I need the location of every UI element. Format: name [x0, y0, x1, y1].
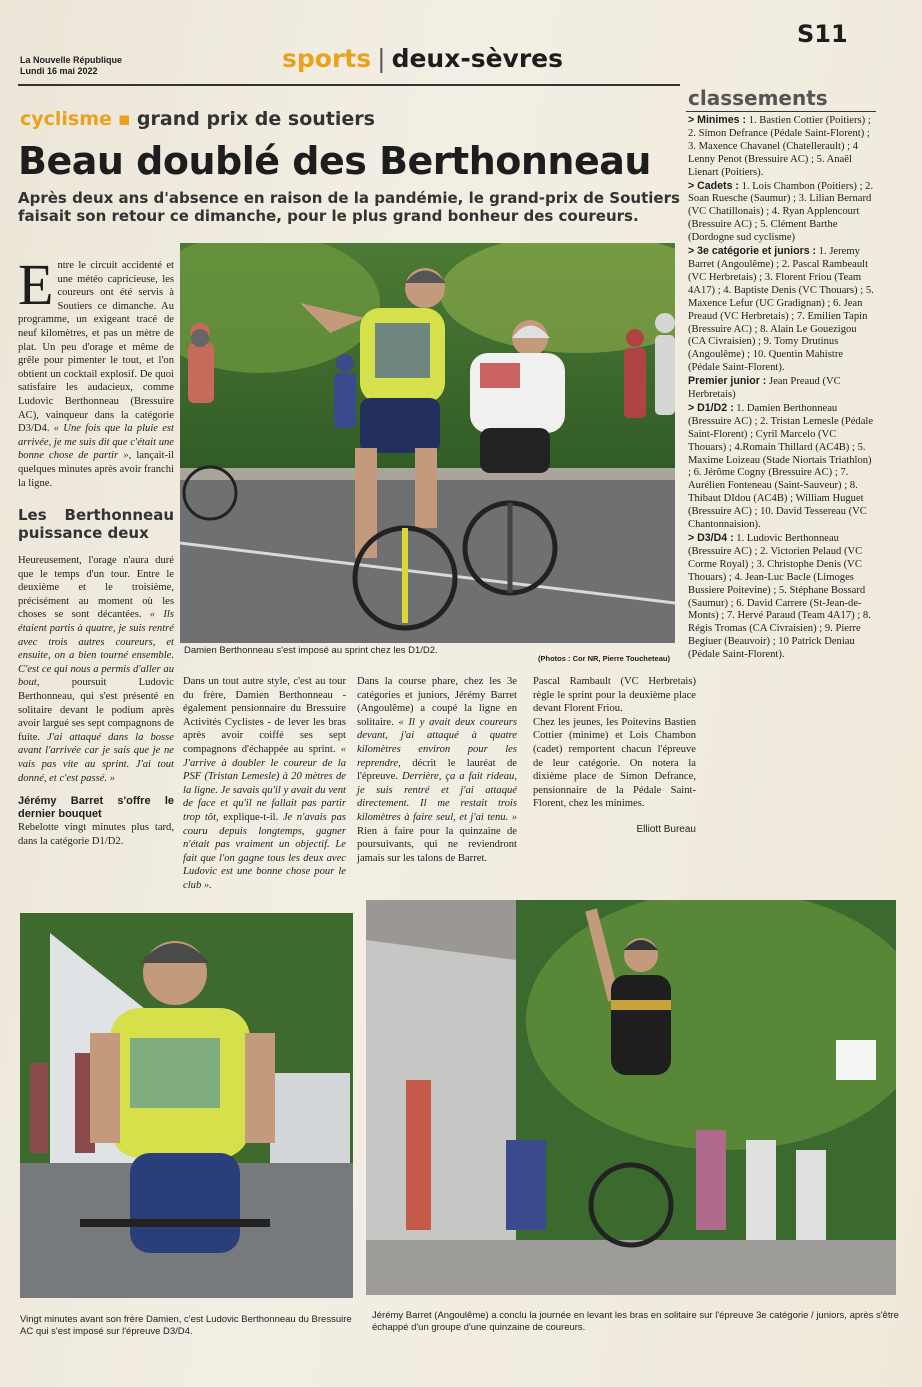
article-column-4 [533, 675, 696, 837]
col1-paragraph-1-end: , lançait-il quelques minutes après avoir franchi la ligne. [18, 450, 174, 489]
page-number: S11 [797, 20, 848, 48]
col1-quote-3: J'ai attaqué dans la bosse avant l'arrivée car je sais que je ne vais pas vite au sprint. J'ai tout donné, et c'est passé. » [18, 731, 174, 784]
minimes-label: > Minimes : [688, 114, 746, 126]
article-column-1 [18, 252, 174, 848]
subhead-berthonneau: Les Berthonneau puissance deux [18, 506, 174, 543]
cat3-results: 1. Jeremy Barret (Angoulême) ; 2. Pascal Rambeault (VC Herbretais) ; 3. Florent Friou (Team 4A17) ; 4. Baptiste Denis (VC Thouars) ; 5. Maxence Lefur (UC Gradignan) ; 6. Jean Preaud (VC Herbretais) ; 7. Emilien Tapin (Bressuire AC) ; 8. Alain Le Gouezigou (CA Civraisien) ; 9. Tomy Drutinus (Angoulême) ; 10. Quentin Mahistre (Pédale Saint-Florent). [688, 246, 874, 374]
col1-quote-2: « Ils étaient partis à quatre, je suis rentré avec trois autres coureurs, et ensuite, on a bien tourné ensemble. C'est ce qui nous a permis d'aller au bout [18, 609, 174, 689]
d1-results: 1. Damien Berthonneau (Bressuire AC) ; 2. Tristan Lemesle (Pédale Saint-Florent) ; Cyril Marcelo (VC Thouars) ; 4.Romain Thillard (AC4B) ; 5. Maxime Loizeau (Stade Niortais Triathlon) ; 6. Jérôme Cogny (Bressuire AC) ; 7. Aurélien Fonteneau (Saint-Sauveur) ; 8. Thibaut DIdou (AC4B) ; William Huguet (Bressuire AC) ; 10. David Tessereau (VC Chantonnaision). [688, 402, 874, 531]
premier-junior-label: Premier junior : [688, 375, 767, 388]
bottom-right-caption: Jérémy Barret (Angoulême) a conclu la journée en levant les bras en solitaire sur l'épreuve 3e catégorie / juniors, après s'être échappé d'un groupe d'une quinzaine de coureurs. [372, 1310, 899, 1333]
kicker-bullet: ▪ [117, 108, 131, 130]
main-photo-image [180, 243, 675, 643]
classements-box [688, 114, 876, 662]
headline: Beau doublé des Berthonneau [18, 139, 651, 183]
cat3-label: > 3e catégorie et juniors : [688, 245, 817, 258]
col1-quote-1: « Une fois que la pluie est arrivée, je me suis dit que c'était une bonne chose de partir » [18, 423, 174, 462]
section-primary: sports [282, 44, 372, 73]
col1-paragraph-2-mid: , poursuit Ludovic Berthonneau, qui s'est présenté en solitaire devant le podium après avoir largué ses sept compagnons de fuite. [18, 677, 174, 743]
bottom-right-photo-image [366, 900, 896, 1295]
col2-paragraph-2-end: Rien à faire pour la quinzaine de poursuivants, qui ne reviendront jamais sur les talons de Barret. [357, 825, 517, 864]
section-title [282, 44, 563, 73]
col2-quote-2: Je n'avais pas couru depuis longtemps, gagner n'était pas vraiment un objectif. Le fait que l'on gagne tous les deux avec Ludovic est une bonne chose pour le club ». [183, 811, 347, 891]
col2-paragraph-1: Dans un tout autre style, c'est au tour du frère, Damien Berthonneau - également pensionnaire du Bressuire Activités Cyclistes - de lever les bras après avoir coiffé ses sept compagnons d'échappée au sprint. [183, 676, 346, 755]
photo-credit: (Photos : Cor NR, Pierre Toucheteau) [538, 654, 670, 663]
col2-quote-1: « J'arrive à doubler le coureur de la PSF (Tristan Lemesle) à 20 mètres de la ligne. Je savais qu'il y avait du vent de face et qu'il ne fallait pas partir trop tôt, [183, 743, 346, 823]
classements-rule [686, 111, 876, 112]
minimes-results: 1. Bastien Cottier (Poitiers) ; 2. Simon Defrance (Pédale Saint-Florent) ; 3. Maxence Chavanel (Chatellerault) ; 4 Lenny Penot (Bressuire AC) ; 5. Anaël Lienart (Poitiers). [688, 115, 871, 178]
col2-quote-4: Derrière, ça a fait rideau, je suis rentré et j'ai attaqué directement. Il me restait trois kilomètres à faire seul, et j'ai tenu. » [357, 771, 517, 823]
chapo: Après deux ans d'absence en raison de la pandémie, le grand-prix de Soutiers faisait son retour ce dimanche, pour le plus grand bonheur des coureurs. [18, 189, 680, 225]
cadets-results: 1. Lois Chambon (Poitiers) ; 2. Soan Ruesche (Saumur) ; 3. Lilian Bernard (VC Chatillonais) ; 4. Ryan Applencourt (Bressuire AC) ; 5. Clément Barthe (Dordogne sud cyclisme) [688, 180, 874, 244]
cadets-label: > Cadets : [688, 179, 739, 192]
bottom-left-photo [20, 913, 353, 1298]
premier-junior-result: Jean Preaud (VC Herbretais) [688, 376, 841, 401]
bottom-left-caption: Vingt minutes avant son frère Damien, c'est Ludovic Berthonneau du Bressuire AC qui s'est imposé sur l'épreuve D3/D4. [20, 1314, 352, 1337]
section-secondary: deux-sèvres [391, 44, 564, 73]
bottom-left-photo-image [20, 913, 353, 1298]
masthead-name: La Nouvelle République [20, 55, 123, 65]
masthead [20, 55, 122, 77]
signature: Elliott Bureau [636, 823, 696, 835]
col3-paragraph-2: Chez les jeunes, les Poitevins Bastien Cottier (minime) et Lois Chambon (cadet) remportent chacun l'épreuve de leur catégorie. On notera la dixième place de Simon Defrance, pensionnaire de la Pédale Saint-Florent, chez les minimes. [533, 716, 696, 810]
bottom-right-photo [366, 900, 896, 1295]
d3-results: 1. Ludovic Berthonneau (Bressuire AC) ; 2. Victorien Pelaud (VC Corme Royal) ; 3. Christophe Denis (VC Thouars) ; 4. Jean-Luc Bacle (Limoges Bussiere Poitevine) ; 5. Stéphane Bossard (Saumur) ; 6. David Carrere (St-Jean-de-Monts) ; 7. Hervé Paraud (Team 4A17) ; 8. Régis Tromas (CA Civraisien) ; 9. Pierre Begiuer (Beauvoir) ; 10 Patrick Deniau (Pédale Saint-Florent). [688, 533, 871, 661]
subhead-barret: Jérémy Barret s'offre le dernier bouquet [18, 795, 174, 821]
header-rule [18, 84, 680, 86]
col1-paragraph-3: Rebelotte vingt minutes plus tard, dans la catégorie D1/D2. [18, 822, 174, 847]
kicker [20, 108, 375, 130]
kicker-event: grand prix de soutiers [136, 108, 375, 130]
article-column-3 [357, 675, 517, 865]
classements-title: classements [688, 86, 828, 110]
col2-paragraph-1-mid: explique-t-il. [218, 811, 279, 823]
col1-paragraph-1: ntre le circuit accidenté et une météo capricieuse, les coureurs ont été servis à Soutiers ce dimanche. Au programme, un exigeant tracé de neuf kilomètres, et pas un mètre de plat. Un peu d'orage et même de grêle pour pimenter le tout, et l'on obtient un cocktail explosif. De quoi satisfaire les audacieux, comme Ludovic Berthonneau (Bressuire AC), vainqueur dans la catégorie D3/D4. [18, 260, 174, 435]
col2-paragraph-2-mid: décrit le lauréat de l'épreuve. [357, 757, 517, 783]
main-photo [180, 243, 675, 643]
col2-quote-3: « Il y avait deux coureurs devant, j'ai attaqué à quatre kilomètres environ pour les reprendre, [357, 716, 517, 769]
article-column-2 [183, 675, 346, 893]
col1-paragraph-2: Heureusement, l'orage n'aura duré que le temps d'un tour. Entre le deuxième et le troisième, précisément au moment où les choses se sont décantées. [18, 555, 174, 621]
kicker-sport: cyclisme [20, 108, 112, 130]
d3-label: > D3/D4 : [688, 532, 734, 544]
dropcap: E [18, 252, 54, 317]
masthead-date: Lundi 16 mai 2022 [20, 66, 98, 76]
col2-paragraph-2: Dans la course phare, chez les 3e catégories et juniors, Jérémy Barret (Angoulême) a coupé la ligne en solitaire. [357, 676, 517, 728]
d1-label: > D1/D2 : [688, 401, 734, 414]
col3-paragraph-1: Pascal Rambault (VC Herbretais) règle le sprint pour la deuxième place devant Florent Friou. [533, 676, 696, 715]
section-separator: | [377, 44, 386, 73]
main-photo-caption: Damien Berthonneau s'est imposé au sprint chez les D1/D2. [184, 645, 438, 656]
